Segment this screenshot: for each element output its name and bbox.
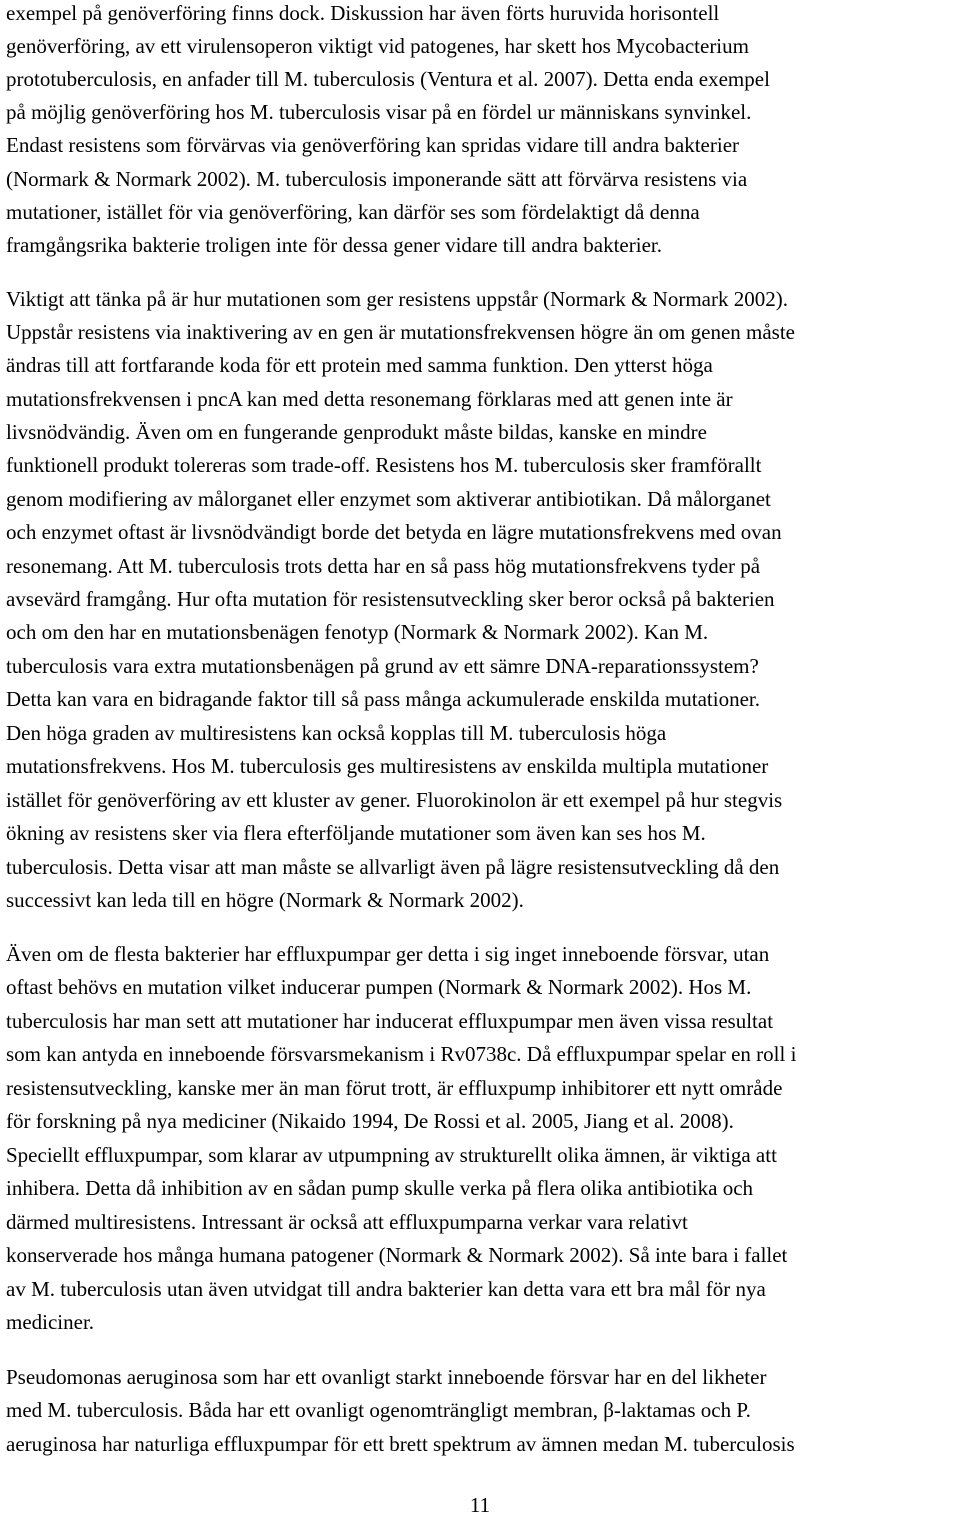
text-line: Pseudomonas aeruginosa som har ett ovanligt starkt inneboende försvar har en del likheter xyxy=(6,1365,767,1389)
text-line: Uppstår resistens via inaktivering av en gen är mutationsfrekvensen högre än om genen måste xyxy=(6,320,796,344)
text-line: Viktigt att tänka på är hur mutationen som ger resistens uppstår (Normark & Normark 2002). xyxy=(6,287,788,311)
text-line: prototuberculosis, en anfader till M. tuberculosis (Ventura et al. 2007). Detta enda exempel xyxy=(6,67,770,91)
text-line: resistensutveckling, kanske mer än man förut trott, är effluxpump inhibitorer ett nytt område xyxy=(6,1076,783,1100)
text-line: (Normark & Normark 2002). M. tuberculosis imponerande sätt att förvärva resistens via xyxy=(6,167,748,191)
text-line: Den höga graden av multiresistens kan också kopplas till M. tuberculosis höga xyxy=(6,721,667,745)
text-line: funktionell produkt tolereras som trade-off. Resistens hos M. tuberculosis sker framförallt xyxy=(6,453,762,477)
text-line: Även om de flesta bakterier har effluxpumpar ger detta i sig inget inneboende försvar, utan xyxy=(6,942,770,966)
text-line: tuberculosis har man sett att mutationer har inducerat effluxpumpar men även vissa resultat xyxy=(6,1009,774,1033)
page-number: 11 xyxy=(469,1493,491,1517)
text-line: Speciellt effluxpumpar, som klarar av utpumpning av strukturellt olika ämnen, är viktiga att xyxy=(6,1143,777,1167)
text-line: av M. tuberculosis utan även utvidgat till andra bakterier kan detta vara ett bra mål för nya xyxy=(6,1277,766,1301)
text-line: framgångsrika bakterie troligen inte för dessa gener vidare till andra bakterier. xyxy=(6,233,662,257)
text-line: mutationsfrekvensen i pncA kan med detta resonemang förklaras med att genen inte är xyxy=(6,387,733,411)
text-line: mediciner. xyxy=(6,1310,95,1334)
text-line: därmed multiresistens. Intressant är också att effluxpumparna verkar vara relativt xyxy=(6,1210,688,1234)
text-line: konserverade hos många humana patogener (Normark & Normark 2002). Så inte bara i fallet xyxy=(6,1243,788,1267)
text-line: genöverföring, av ett virulensoperon viktigt vid patogenes, har skett hos Mycobacterium xyxy=(6,34,749,58)
text-line: mutationsfrekvens. Hos M. tuberculosis ges multiresistens av enskilda multipla mutationer xyxy=(6,754,769,778)
text-line: exempel på genöverföring finns dock. Diskussion har även förts huruvida horisontell xyxy=(6,1,720,25)
text-line: istället för genöverföring av ett kluster av gener. Fluorokinolon är ett exempel på hur stegvis xyxy=(6,788,783,812)
text-line: resonemang. Att M. tuberculosis trots detta har en så pass hög mutationsfrekvens tyder på xyxy=(6,554,761,578)
text-line: och enzymet oftast är livsnödvändigt borde det betyda en lägre mutationsfrekvens med ovan xyxy=(6,520,782,544)
text-line: livsnödvändig. Även om en fungerande genprodukt måste bildas, kanske en mindre xyxy=(6,420,707,444)
text-line: på möjlig genöverföring hos M. tuberculosis visar på en fördel ur människans synvinkel. xyxy=(6,100,752,124)
text-line: och om den har en mutationsbenägen fenotyp (Normark & Normark 2002). Kan M. xyxy=(6,620,709,644)
text-line: avsevärd framgång. Hur ofta mutation för resistensutveckling sker beror också på bakterien xyxy=(6,587,775,611)
text-line: successivt kan leda till en högre (Normark & Normark 2002). xyxy=(6,888,524,912)
text-line: ändras till att fortfarande koda för ett protein med samma funktion. Den ytterst höga xyxy=(6,353,713,377)
text-line: med M. tuberculosis. Båda har ett ovanligt ogenomträngligt membran, β-laktamas och P. xyxy=(6,1398,751,1422)
text-line: aeruginosa har naturliga effluxpumpar för ett brett spektrum av ämnen medan M. tuberculosis xyxy=(6,1432,795,1456)
text-line: ökning av resistens sker via flera efterföljande mutationer som även kan ses hos M. xyxy=(6,821,706,845)
text-line: mutationer, istället för via genöverföring, kan därför ses som fördelaktigt då denna xyxy=(6,200,700,224)
text-line: inhibera. Detta då inhibition av en sådan pump skulle verka på flera olika antibiotika och xyxy=(6,1176,754,1200)
text-line: Endast resistens som förvärvas via genöverföring kan spridas vidare till andra bakterier xyxy=(6,133,740,157)
text-line: som kan antyda en inneboende försvarsmekanism i Rv0738c. Då effluxpumpar spelar en roll i xyxy=(6,1042,797,1066)
text-line: för forskning på nya mediciner (Nikaido 1994, De Rossi et al. 2005, Jiang et al. 2008). xyxy=(6,1109,734,1133)
text-line: tuberculosis. Detta visar att man måste se allvarligt även på lägre resistensutveckling då den xyxy=(6,855,780,879)
text-line: tuberculosis vara extra mutationsbenägen på grund av ett sämre DNA-reparationssystem? xyxy=(6,654,759,678)
text-line: Detta kan vara en bidragande faktor till så pass många ackumulerade enskilda mutationer. xyxy=(6,687,760,711)
text-line: genom modifiering av målorganet eller enzymet som aktiverar antibiotikan. Då målorganet xyxy=(6,487,771,511)
text-line: oftast behövs en mutation vilket inducerar pumpen (Normark & Normark 2002). Hos M. xyxy=(6,975,752,999)
